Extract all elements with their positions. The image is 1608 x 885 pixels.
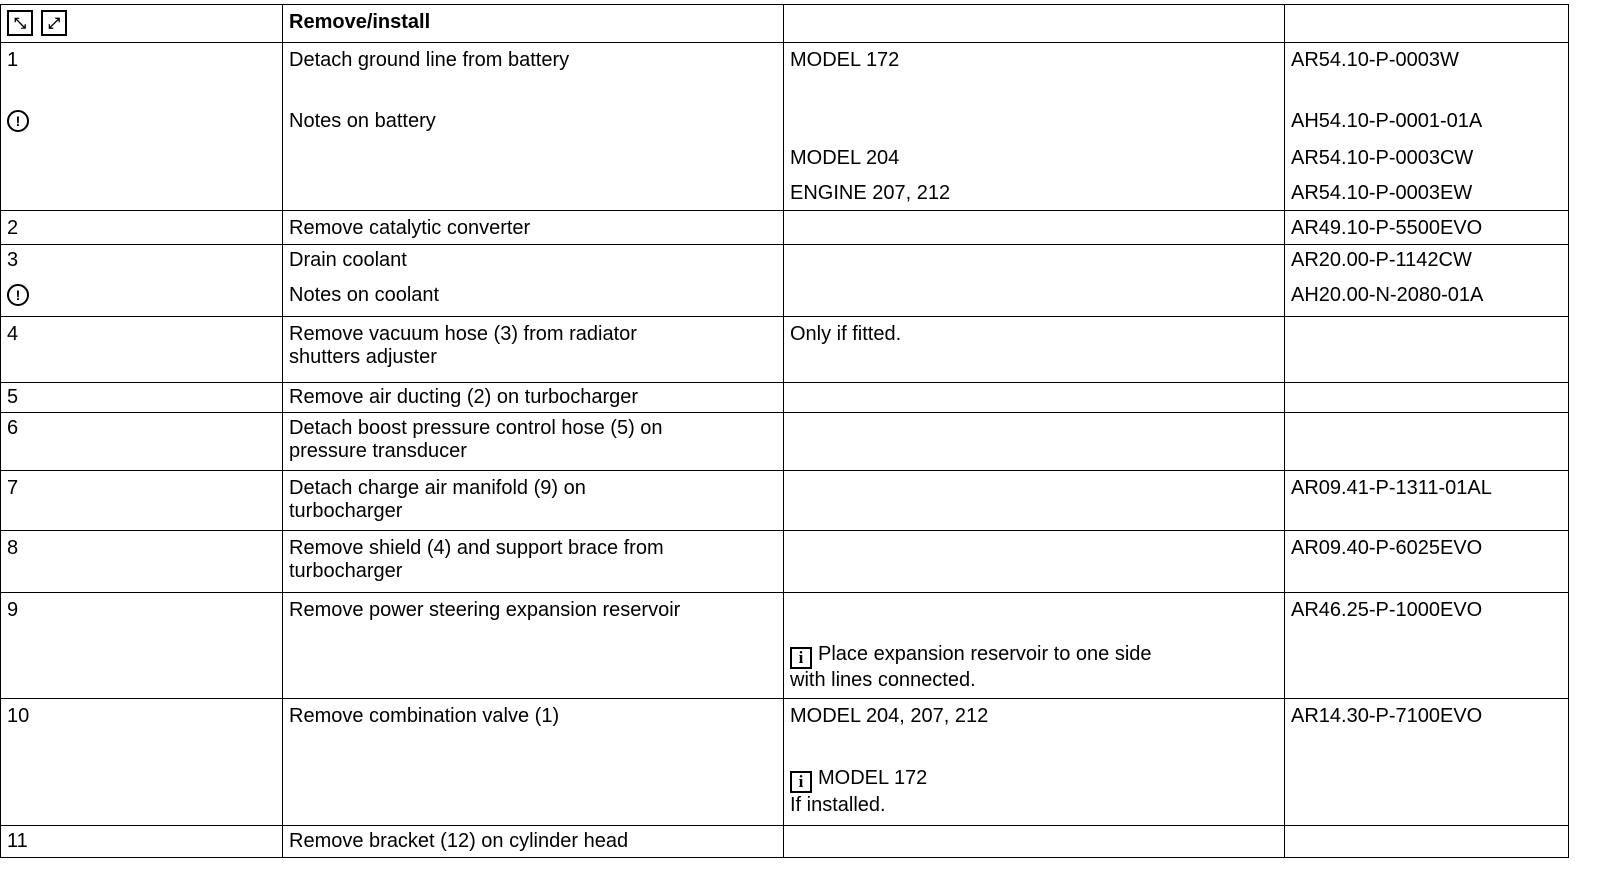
step-note-link[interactable]: Notes on battery: [289, 110, 436, 132]
step-number: 8: [7, 537, 19, 559]
step-text: shutters adjuster: [289, 346, 437, 368]
reference-link[interactable]: AR14.30-P-7100EVO: [1291, 705, 1483, 727]
step-text: Detach charge air manifold (9) on: [289, 477, 586, 499]
table-row: [1, 245, 1569, 317]
table-row: [1, 593, 1569, 699]
step-number: 1: [7, 49, 19, 71]
step-text: Detach ground line from battery: [289, 49, 570, 71]
reference-link[interactable]: AR54.10-P-0003EW: [1291, 182, 1473, 204]
table-row: [1, 531, 1569, 593]
step-text: Drain coolant: [289, 249, 407, 271]
step-number: 4: [7, 323, 19, 345]
step-text: Remove catalytic converter: [289, 217, 531, 239]
reference-link[interactable]: AH20.00-N-2080-01A: [1291, 284, 1484, 306]
condition: MODEL 172: [790, 49, 900, 71]
condition: ENGINE 207, 212: [790, 182, 951, 204]
info-note: with lines connected.: [790, 669, 976, 691]
step-text: turbocharger: [289, 500, 403, 522]
step-text: Remove power steering expansion reservoir: [289, 599, 681, 621]
expand-all-icon[interactable]: ⤡: [7, 10, 33, 36]
step-text: turbocharger: [289, 560, 403, 582]
step-number: 7: [7, 477, 19, 499]
step-number: 2: [7, 217, 19, 239]
step-text: Remove bracket (12) on cylinder head: [289, 830, 629, 852]
reference-link[interactable]: AH54.10-P-0001-01A: [1291, 110, 1483, 132]
reference-link[interactable]: AR49.10-P-5500EVO: [1291, 217, 1483, 239]
condition: MODEL 204: [790, 147, 900, 169]
reference-link[interactable]: AR20.00-P-1142CW: [1291, 249, 1472, 271]
table-row: [1, 699, 1569, 826]
info-icon: i: [790, 771, 812, 793]
info-note: Place expansion reservoir to one side: [818, 643, 1152, 665]
info-icon: i: [790, 647, 812, 669]
reference-link[interactable]: AR54.10-P-0003W: [1291, 49, 1459, 71]
info-note: MODEL 172: [818, 767, 928, 789]
reference-link[interactable]: AR09.41-P-1311-01AL: [1291, 477, 1492, 499]
step-number: 3: [7, 249, 19, 271]
step-number: 6: [7, 417, 19, 439]
table-row: [1, 826, 1569, 858]
warning-notes-icon[interactable]: !: [7, 110, 29, 132]
step-number: 11: [7, 830, 28, 852]
step-text: Detach boost pressure control hose (5) on: [289, 417, 663, 439]
reference-link[interactable]: AR09.40-P-6025EVO: [1291, 537, 1483, 559]
table-row: [1, 471, 1569, 531]
step-text: Remove combination valve (1): [289, 705, 560, 727]
table-row: [1, 43, 1569, 211]
procedure-table: [0, 4, 1569, 858]
reference-link[interactable]: AR46.25-P-1000EVO: [1291, 599, 1483, 621]
step-text: Remove air ducting (2) on turbocharger: [289, 386, 639, 408]
collapse-all-icon[interactable]: ⤢: [41, 10, 67, 36]
table-row: [1, 317, 1569, 383]
step-number: 5: [7, 386, 19, 408]
info-note: If installed.: [790, 794, 886, 816]
table-row: [1, 211, 1569, 245]
warning-notes-icon[interactable]: !: [7, 284, 29, 306]
step-number: 10: [7, 705, 30, 727]
reference-link[interactable]: AR54.10-P-0003CW: [1291, 147, 1474, 169]
condition: Only if fitted.: [790, 323, 902, 345]
step-text: Remove vacuum hose (3) from radiator: [289, 323, 637, 345]
header-row: [1, 5, 1569, 43]
table-row: [1, 413, 1569, 471]
step-note-link[interactable]: Notes on coolant: [289, 284, 440, 306]
condition: MODEL 204, 207, 212: [790, 705, 989, 727]
header-title: Remove/install: [289, 11, 431, 33]
table-row: [1, 383, 1569, 413]
step-number: 9: [7, 599, 19, 621]
step-text: Remove shield (4) and support brace from: [289, 537, 664, 559]
step-text: pressure transducer: [289, 440, 467, 462]
